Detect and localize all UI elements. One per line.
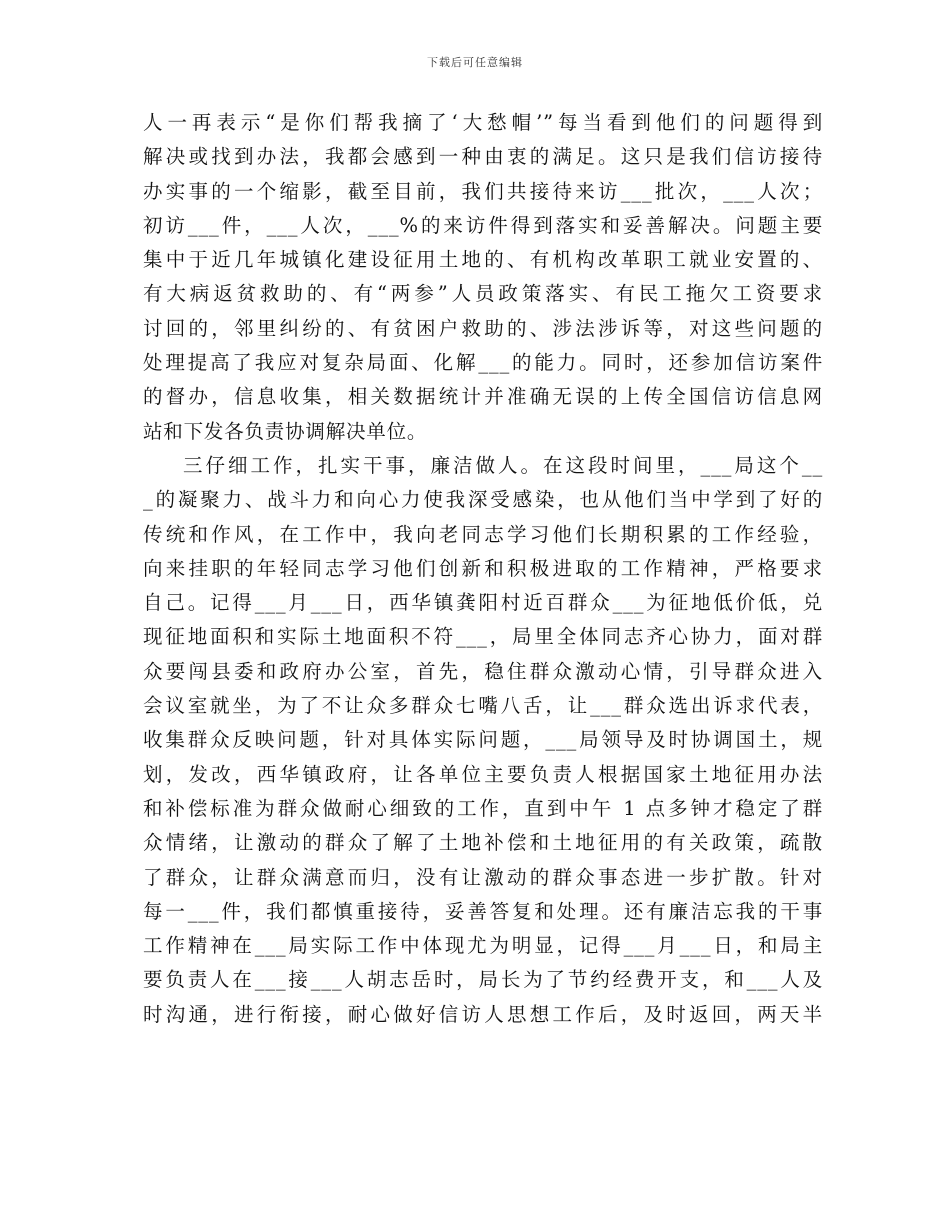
paragraph-2-line: 要负责人在___接___人胡志岳时，局长为了节约经费开支，和___人及 <box>143 968 823 992</box>
paragraph-1-line: 解决或找到办法，我都会感到一种由衷的满足。这只是我们信访接待 <box>143 145 823 169</box>
paragraph-2-line: 时沟通，进行衔接，耐心做好信访人思想工作后，及时返回，两天半 <box>143 1002 823 1026</box>
paragraph-2-line: 向来挂职的年轻同志学习他们创新和积极进取的工作精神，严格要求 <box>143 556 823 580</box>
paragraph-1-line: 站和下发各负责协调解决单位。 <box>143 419 428 443</box>
paragraph-2-line: _的凝聚力、战斗力和向心力使我深受感染，也从他们当中学到了好的 <box>143 488 823 512</box>
paragraph-1-line: 处理提高了我应对复杂局面、化解___的能力。同时，还参加信访案件 <box>143 351 823 375</box>
paragraph-1-line: 的督办，信息收集，相关数据统计并准确无误的上传全国信访信息网 <box>143 385 823 409</box>
paragraph-2-line: 现征地面积和实际土地面积不符___，局里全体同志齐心协力，面对群 <box>143 625 823 649</box>
paragraph-2-line: 工作精神在___局实际工作中体现尤为明显，记得___月___日，和局主 <box>143 934 823 958</box>
paragraph-2-line: 三仔细工作，扎实干事，廉洁做人。在这段时间里，___局这个__ <box>183 453 823 477</box>
paragraph-2-line: 众要闯县委和政府办公室，首先，稳住群众激动心情，引导群众进入 <box>143 659 823 683</box>
paragraph-2-line: 划，发改，西华镇政府，让各单位主要负责人根据国家土地征用办法 <box>143 762 823 786</box>
paragraph-2-line: 众情绪，让激动的群众了解了土地补偿和土地征用的有关政策，疏散 <box>143 831 823 855</box>
paragraph-2-line: 会议室就坐，为了不让众多群众七嘴八舌，让___群众选出诉求代表， <box>143 694 823 718</box>
paragraph-2-line: 了群众，让群众满意而归，没有让激动的群众事态进一步扩散。针对 <box>143 865 823 889</box>
paragraph-2-line: 传统和作风，在工作中，我向老同志学习他们长期积累的工作经验， <box>143 522 823 546</box>
paragraph-2-line: 每一___件，我们都慎重接待，妥善答复和处理。还有廉洁忘我的干事 <box>143 899 823 923</box>
paragraph-1-line: 集中于近几年城镇化建设征用土地的、有机构改革职工就业安置的、 <box>143 248 823 272</box>
paragraph-1-line: 初访___件，___人次，___%的来访件得到落实和妥善解决。问题主要 <box>143 213 823 237</box>
document-body <box>143 106 823 1032</box>
paragraph-1-line: 有大病返贫救助的、有“两参”人员政策落实、有民工拖欠工资要求 <box>143 282 823 306</box>
paragraph-1-line: 办实事的一个缩影，截至目前，我们共接待来访___批次，___人次； <box>143 179 823 203</box>
page-header: 下载后可任意编辑 <box>427 56 523 69</box>
paragraph-2-line: 自己。记得___月___日，西华镇龚阳村近百群众___为征地低价低，兑 <box>143 591 823 615</box>
paragraph-2-line: 收集群众反映问题，针对具体实际问题，___局领导及时协调国土，规 <box>143 728 823 752</box>
paragraph-1-line: 人一再表示“是你们帮我摘了‘大愁帽’”每当看到他们的问题得到 <box>143 111 823 134</box>
paragraph-2-line: 和补偿标准为群众做耐心细致的工作，直到中午 1 点多钟才稳定了群 <box>143 796 823 820</box>
paragraph-1-line: 讨回的，邻里纠纷的、有贫困户救助的、涉法涉诉等，对这些问题的 <box>143 316 823 340</box>
